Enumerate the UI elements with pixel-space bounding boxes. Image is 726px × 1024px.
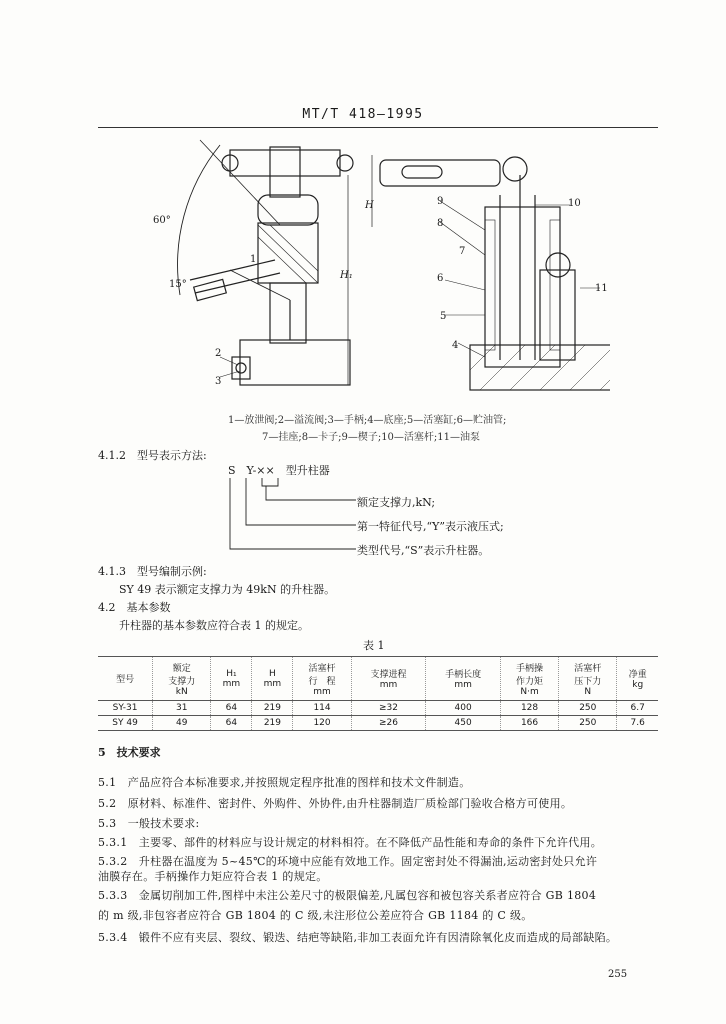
label-6: 6	[437, 273, 444, 284]
label-9: 9	[437, 196, 444, 207]
table-cell: 31	[153, 701, 211, 716]
handle-assembly	[190, 260, 290, 301]
label-10: 10	[568, 198, 581, 209]
heading-4-1-3: 4.1.3 型号编制示例:	[98, 565, 207, 578]
para-5-3-3b: 的 m 级,非包容者应符合 GB 1804 的 C 级,未注形位公差应符合 GB 1184 的 C 级。	[98, 909, 533, 922]
model-line-a: 额定支撑力,kN;	[357, 496, 436, 509]
model-code: S Y-×× 型升柱器	[228, 464, 330, 477]
table-cell: SY-31	[98, 701, 153, 716]
table-title: 表 1	[363, 639, 385, 652]
label-3: 3	[215, 376, 222, 387]
label-h1: H₁	[340, 270, 353, 281]
table-cell: SY 49	[98, 716, 153, 731]
table-header-row	[98, 657, 658, 701]
page-number: 255	[608, 969, 628, 980]
table-cell: ≥32	[351, 701, 426, 716]
label-1: 1	[250, 254, 257, 265]
table-row	[98, 701, 658, 716]
lifter-drawing	[140, 135, 610, 407]
table-cell: 400	[426, 701, 501, 716]
top-arm	[380, 160, 500, 186]
col-handle-torque: 手柄操 作力矩 N·m	[500, 657, 558, 701]
table-cell: 250	[559, 716, 617, 731]
heading-5: 5 技术要求	[98, 746, 161, 759]
table-row	[98, 716, 658, 731]
figure-caption-1: 1—放泄阀;2—溢流阀;3—手柄;4—底座;5—活塞缸;6—贮油管;	[228, 415, 507, 426]
col-net-weight: 净重 kg	[617, 657, 658, 701]
col-support-travel: 支撑进程 mm	[351, 657, 426, 701]
para-5-3-2b: 油膜存在。手柄操作力矩应符合表 1 的规定。	[98, 870, 328, 883]
figure-caption-2: 7—挂座;8—卡子;9—楔子;10—活塞杆;11—油泵	[262, 432, 481, 443]
parameters-table	[98, 656, 658, 731]
standard-header: MT/T 418—1995	[302, 107, 424, 122]
label-60deg: 60°	[153, 215, 171, 226]
para-5-3-3a: 5.3.3 金属切削加工件,图样中未注公差尺寸的极限偏差,凡属包容和被包容关系者应符合 GB 1804	[98, 889, 597, 902]
para-5-3-4: 5.3.4 锻件不应有夹层、裂纹、锻迭、结疤等缺陷,非加工表面允许有因清除氧化皮而造成的局部缺陷。	[98, 931, 618, 944]
para-5-2: 5.2 原材料、标准件、密封件、外购件、外协件,由升柱器制造厂质检部门验收合格方可使用。	[98, 797, 573, 810]
col-h: H mm	[252, 657, 293, 701]
text-4-1-3: SY 49 表示额定支撑力为 49kN 的升柱器。	[119, 583, 336, 596]
para-5-1: 5.1 产品应符合本标准要求,并按照规定程序批准的图样和技术文件制造。	[98, 776, 471, 789]
table-cell: 166	[500, 716, 558, 731]
col-model: 型号	[98, 657, 153, 701]
table-cell: 64	[211, 716, 252, 731]
para-5-3: 5.3 一般技术要求:	[98, 817, 200, 830]
angle-arc	[178, 145, 220, 295]
table-cell: 120	[293, 716, 351, 731]
oil-pump	[540, 270, 575, 360]
label-15deg: 15°	[169, 279, 187, 290]
table-cell: ≥26	[351, 716, 426, 731]
cylinder-top	[258, 195, 318, 225]
table-cell: 128	[500, 701, 558, 716]
table-cell: 114	[293, 701, 351, 716]
col-handle-length: 手柄长度 mm	[426, 657, 501, 701]
heading-4-1-2: 4.1.2 型号表示方法:	[98, 449, 207, 462]
label-2: 2	[215, 348, 222, 359]
model-code-brackets	[226, 476, 366, 556]
label-5: 5	[440, 311, 447, 322]
piston-cylinder	[485, 207, 560, 367]
table-cell: 7.6	[617, 716, 658, 731]
label-11: 11	[595, 283, 608, 294]
column	[270, 283, 306, 343]
label-7: 7	[459, 246, 466, 257]
heading-4-2: 4.2 基本参数	[98, 601, 171, 614]
col-h1: H₁ mm	[211, 657, 252, 701]
table-cell: 49	[153, 716, 211, 731]
text-4-2: 升柱器的基本参数应符合表 1 的规定。	[119, 619, 309, 632]
table-cell: 250	[559, 701, 617, 716]
label-4: 4	[452, 340, 459, 351]
base-left	[240, 340, 350, 385]
para-5-3-1: 5.3.1 主要零、部件的材料应与设计规定的材料相符。在不降低产品性能和寿命的条件下允许代用。	[98, 836, 603, 849]
para-5-3-2a: 5.3.2 升柱器在温度为 5~45℃的环境中应能有效地工作。固定密封处不得漏油,运动密封处只允许	[98, 855, 598, 868]
table-cell: 6.7	[617, 701, 658, 716]
top-clamp	[230, 150, 340, 176]
table-cell: 450	[426, 716, 501, 731]
table-cell: 64	[211, 701, 252, 716]
table-cell: 219	[252, 716, 293, 731]
label-8: 8	[437, 218, 444, 229]
model-line-c: 类型代号,“S”表示升柱器。	[357, 544, 490, 557]
header-rule	[98, 127, 658, 128]
table-cell: 219	[252, 701, 293, 716]
col-rated-force: 额定 支撑力 kN	[153, 657, 211, 701]
model-line-b: 第一特征代号,“Y”表示液压式;	[357, 520, 504, 533]
col-press-force: 活塞杆 压下力 N	[559, 657, 617, 701]
col-stroke: 活塞杆 行 程 mm	[293, 657, 351, 701]
label-h: H	[365, 200, 374, 211]
